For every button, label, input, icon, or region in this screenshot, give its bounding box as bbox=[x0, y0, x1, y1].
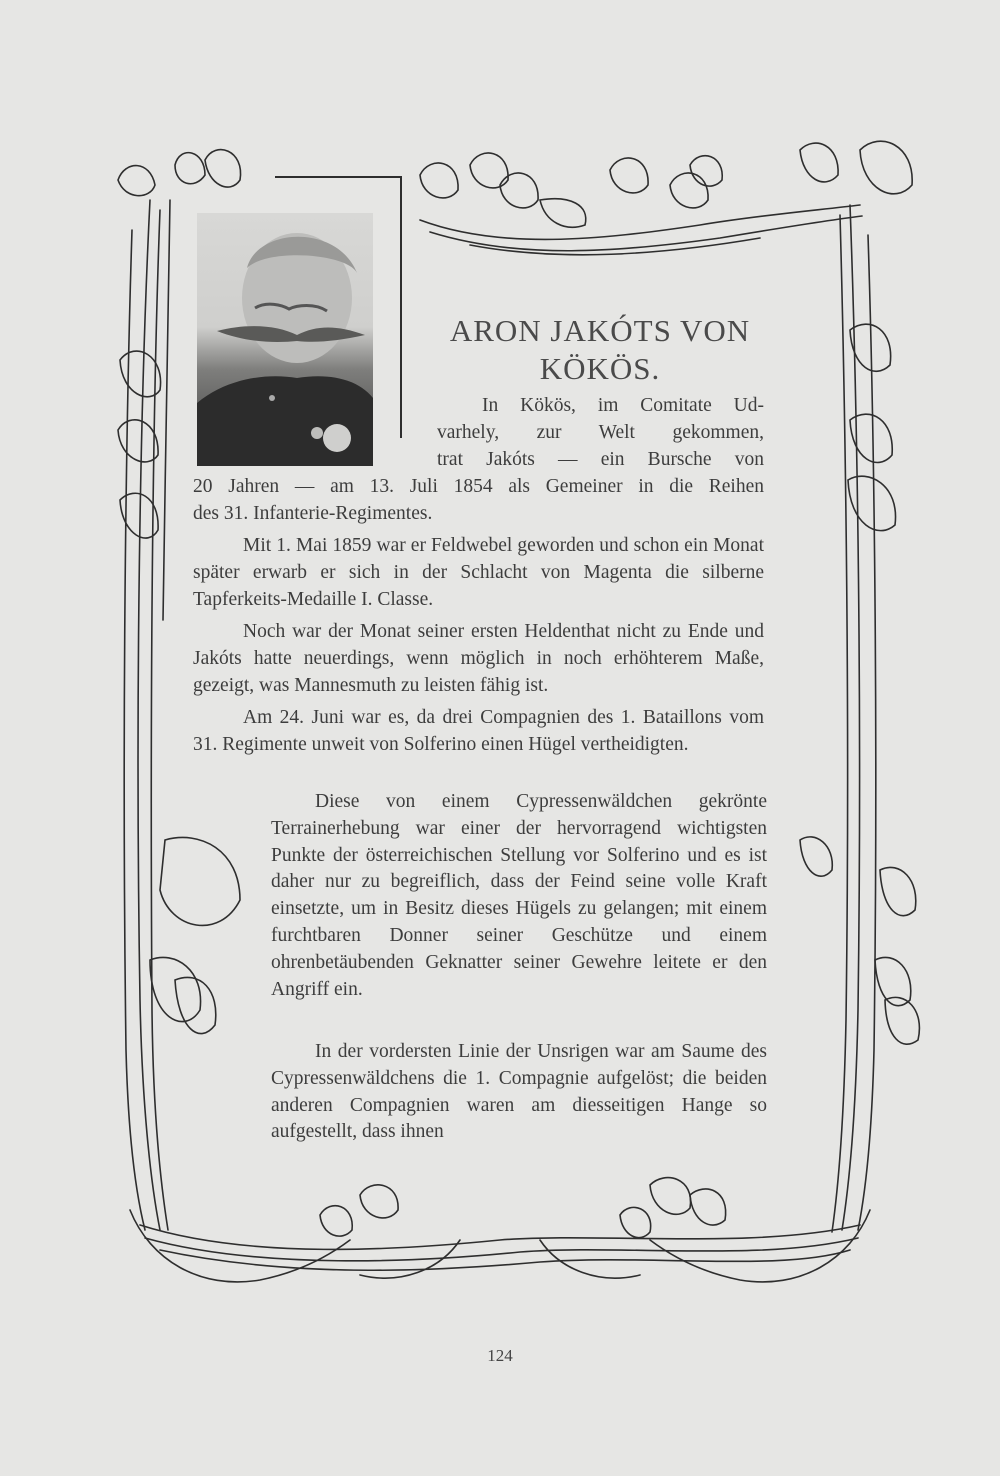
paragraph-1-line-a: In Kökös, im Comitate Ud- bbox=[482, 395, 764, 416]
title-line-2: KÖKÖS. bbox=[539, 351, 661, 386]
paragraph-1-line-b: varhely, zur Welt gekommen, bbox=[437, 422, 764, 443]
paragraph-1-line-d: 20 Jahren — am 13. Juli 1854 als Gemeiner in die Reihen bbox=[193, 476, 764, 497]
paragraph-4: Am 24. Juni war es, da drei Compagnien des 1. Bataillons vom 31. Regimente unweit von Solferino einen Hügel vertheidigten. bbox=[193, 707, 764, 755]
paragraph-3: Noch war der Monat seiner ersten Heldenthat nicht zu Ende und Jakóts hatte neuerdings, wenn möglich in noch erhöhterem Maße, gezeigt, was Mannesmuth zu leisten fähig ist. bbox=[193, 621, 764, 696]
paragraph-5: Diese von einem Cypressenwäldchen gekrönte Terrainerhebung war einer der hervorragend wichtigsten Punkte der österreichischen Stellung vor Solferino und es ist daher nur zu begreiflich, dass der Feind seine volle Kraft einsetzte, um in Besitz dieses Hügels zu gelangen; mit einem furchtbaren Donner seiner Geschütze und einem ohrenbetäubenden Geknatter seiner Gewehre leitete er den Angriff ein. bbox=[271, 791, 767, 1000]
paragraph-1-line-e: des 31. Infanterie-Regimentes. bbox=[193, 503, 433, 524]
title-line-1: ARON JAKÓTS VON bbox=[449, 313, 751, 348]
paragraph-6: In der vordersten Linie der Unsrigen war am Saume des Cypressenwäldchens die 1. Compagnie aufgelöst; die beiden anderen Compagnien waren am diesseitigen Hange so aufgestellt, dass ihnen bbox=[271, 1041, 767, 1143]
portrait-photo bbox=[197, 213, 373, 466]
paragraph-2: Mit 1. Mai 1859 war er Feldwebel geworden und schon ein Monat später erwarb er sich in der Schlacht von Magenta die silberne Tapferkeits-Medaille I. Classe. bbox=[193, 535, 764, 610]
page-number: 124 bbox=[487, 1346, 513, 1365]
paragraph-1-line-c: trat Jakóts — ein Bursche von bbox=[437, 449, 764, 470]
portrait-frame-top bbox=[275, 176, 402, 178]
portrait-frame-right bbox=[400, 176, 402, 438]
article-title bbox=[420, 312, 780, 388]
